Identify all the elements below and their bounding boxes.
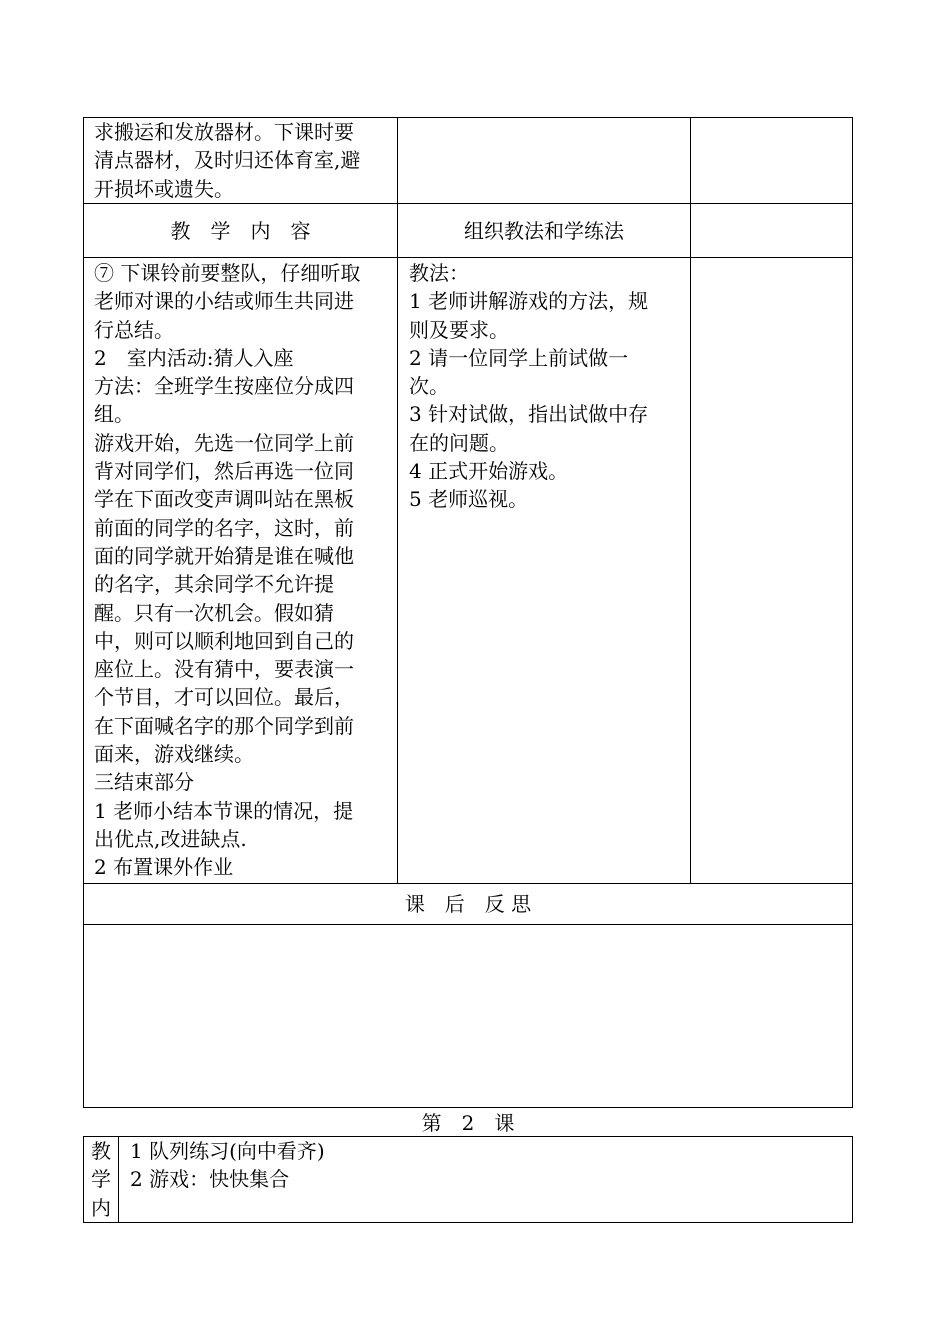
text-line: 开损坏或遗失。 [94, 176, 234, 201]
lesson-2-content-cell [130, 1137, 830, 1194]
text-line: 2 布置课外作业 [94, 855, 234, 880]
text-line: 老师对课的小结或师生共同进 [94, 289, 354, 314]
text-line: 次。 [409, 374, 449, 399]
text-line: 2 游戏：快快集合 [130, 1167, 290, 1192]
text-line: 1 老师小结本节课的情况，提 [94, 798, 354, 823]
text-line: 中，则可以顺利地回到自己的 [94, 628, 354, 653]
text-line: 学 [91, 1167, 111, 1192]
text-line: 座位上。没有猜中，要表演一 [94, 657, 354, 682]
text-line: 2 室内活动:猜人入座 [94, 345, 294, 370]
text-line: 醒。只有一次机会。假如猜 [94, 600, 334, 625]
text-line: 方法：全班学生按座位分成四 [94, 374, 354, 399]
reflection-area [84, 925, 852, 1107]
text-line: 3 针对试做，指出试做中存 [409, 402, 649, 427]
text-line: 组。 [94, 402, 134, 427]
text-line: 面的同学就开始猜是谁在喊他 [94, 543, 354, 568]
text-line: 在的问题。 [409, 430, 509, 455]
text-line: 游戏开始，先选一位同学上前 [94, 430, 354, 455]
text-line: 1 老师讲解游戏的方法，规 [409, 289, 649, 314]
text-line: 学在下面改变声调叫站在黑板 [94, 487, 354, 512]
header-teaching-method: 组织教法和学练法 [464, 219, 624, 243]
text-line: 出优点,改进缺点. [94, 826, 247, 851]
text-line: 在下面喊名字的那个同学到前 [94, 713, 354, 738]
text-line: 的名字，其余同学不允许提 [94, 572, 334, 597]
text-line: 5 老师巡视。 [409, 487, 529, 512]
text-line: 内 [91, 1195, 111, 1220]
lesson-title: 第 2 课 [421, 1111, 515, 1135]
text-line: 2 请一位同学上前试做一 [409, 345, 629, 370]
text-line: 教法： [409, 261, 469, 285]
text-line: 则及要求。 [409, 317, 509, 342]
lesson-2-label-cell [85, 1137, 117, 1222]
text-line: 三结束部分 [94, 770, 194, 795]
text-line: 清点器材，及时归还体育室,避 [94, 148, 361, 173]
text-line: 1 队列练习(向中看齐) [130, 1139, 325, 1163]
row3-method-cell [409, 259, 687, 514]
text-line: 背对同学们，然后再选一位同 [94, 459, 354, 484]
reflection-title: 课 后 反 思 [404, 892, 532, 916]
row1-content-cell [94, 118, 394, 203]
text-line: 4 正式开始游戏。 [409, 459, 569, 484]
text-line: 行总结。 [94, 317, 174, 342]
text-line: ⑦ 下课铃前要整队，仔细听取 [94, 261, 361, 285]
text-line: 前面的同学的名字，这时，前 [94, 515, 354, 540]
text-line: 教 [91, 1139, 111, 1163]
header-teaching-content: 教 学 内 容 [170, 219, 311, 243]
text-line: 面来，游戏继续。 [94, 742, 254, 767]
text-line: 求搬运和发放器材。下课时要 [94, 120, 354, 144]
row3-content-cell [94, 259, 394, 882]
text-line: 个节目，才可以回位。最后， [94, 685, 354, 710]
